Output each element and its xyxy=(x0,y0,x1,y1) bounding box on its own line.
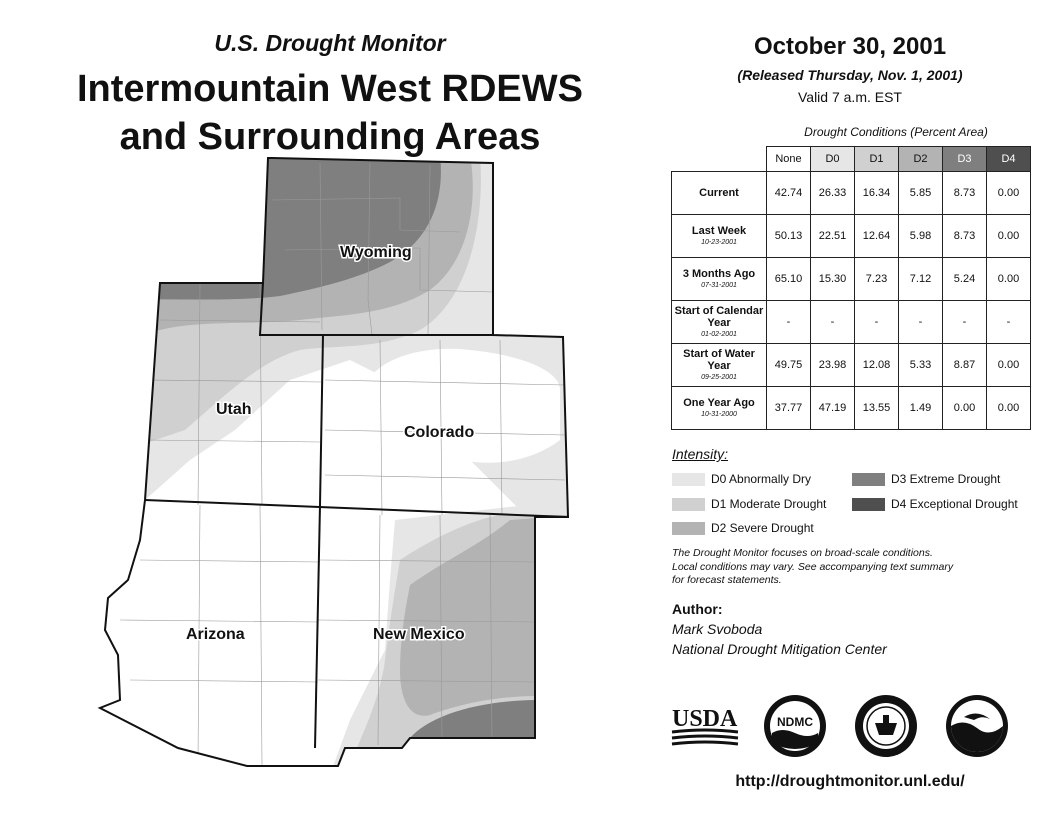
legend-item-d1 xyxy=(672,497,826,511)
table-row xyxy=(672,215,1031,258)
row-label: Current xyxy=(699,186,739,199)
table-cell: 23.98 xyxy=(811,344,855,387)
col-header-d4: D4 xyxy=(987,147,1031,172)
table-cell: 5.24 xyxy=(943,258,987,301)
row-label: One Year Ago xyxy=(683,397,755,410)
table-cell: 7.23 xyxy=(855,258,899,301)
table-cell: 12.64 xyxy=(855,215,899,258)
drought-map xyxy=(95,155,580,775)
table-header-row xyxy=(672,147,1031,172)
table-cell: 22.51 xyxy=(811,215,855,258)
row-header xyxy=(672,215,767,258)
col-header-d2: D2 xyxy=(899,147,943,172)
author-name: Mark Svoboda xyxy=(672,621,763,637)
table-cell: 0.00 xyxy=(987,215,1031,258)
row-date: 10-31-2000 xyxy=(701,410,737,418)
table-cell: - xyxy=(899,301,943,344)
table-cell: 12.08 xyxy=(855,344,899,387)
table-cell: 7.12 xyxy=(899,258,943,301)
row-header xyxy=(672,172,767,215)
table-cell: 1.49 xyxy=(899,387,943,430)
table-corner xyxy=(672,147,767,172)
legend-label-d4: D4 Exceptional Drought xyxy=(891,497,1018,511)
table-cell: 0.00 xyxy=(987,172,1031,215)
svg-text:NDMC: NDMC xyxy=(777,715,813,729)
table-cell: 42.74 xyxy=(767,172,811,215)
row-date: 09-25-2001 xyxy=(701,374,737,382)
legend-label-d2: D2 Severe Drought xyxy=(711,521,814,535)
usda-logo xyxy=(670,700,740,750)
table-cell: 50.13 xyxy=(767,215,811,258)
legend-label-d3: D3 Extreme Drought xyxy=(891,472,1001,486)
row-date: 01-02-2001 xyxy=(701,331,737,339)
col-header-d0: D0 xyxy=(811,147,855,172)
table-cell: 0.00 xyxy=(987,344,1031,387)
legend-item-d0 xyxy=(672,472,811,486)
state-label-utah: Utah xyxy=(216,401,252,418)
map-title-line2: and Surrounding Areas xyxy=(119,116,541,158)
col-header-d1: D1 xyxy=(855,147,899,172)
table-row xyxy=(672,258,1031,301)
table-row xyxy=(672,344,1031,387)
legend-label-d1: D1 Moderate Drought xyxy=(711,497,827,511)
table-row xyxy=(672,301,1031,344)
legend-swatch-d4 xyxy=(852,498,885,511)
legend-item-d2 xyxy=(672,521,814,535)
noaa-logo xyxy=(944,693,1010,759)
svg-text:NOAA: NOAA xyxy=(966,702,988,709)
table-cell: 37.77 xyxy=(767,387,811,430)
row-label: Start of Water Year xyxy=(683,347,755,373)
legend-swatch-d2 xyxy=(672,522,705,535)
state-label-arizona: Arizona xyxy=(186,626,245,643)
legend-item-d4 xyxy=(852,497,1018,511)
table-cell: 49.75 xyxy=(767,344,811,387)
map-date: October 30, 2001 xyxy=(753,33,947,60)
state-label-new-mexico: New Mexico xyxy=(373,626,465,643)
row-label: 3 Months Ago xyxy=(682,268,756,281)
disclaimer-line1: The Drought Monitor focuses on broad-scale conditions. xyxy=(672,547,933,559)
row-header xyxy=(672,344,767,387)
table-cell: - xyxy=(855,301,899,344)
author-org: National Drought Mitigation Center xyxy=(672,641,887,657)
table-cell: 5.85 xyxy=(899,172,943,215)
table-row xyxy=(672,172,1031,215)
disclaimer xyxy=(672,547,1032,588)
legend-swatch-d1 xyxy=(672,498,705,511)
table-cell: 26.33 xyxy=(811,172,855,215)
disclaimer-line3: for forecast statements. xyxy=(672,574,782,587)
svg-text:USDA: USDA xyxy=(672,706,738,732)
table-cell: 16.34 xyxy=(855,172,899,215)
valid-time: Valid 7 a.m. EST xyxy=(797,89,902,105)
row-header xyxy=(672,301,767,344)
table-cell: - xyxy=(943,301,987,344)
drought-conditions-table xyxy=(671,146,1031,430)
map-title-line1: Intermountain West RDEWS xyxy=(77,68,583,110)
table-cell: 0.00 xyxy=(987,258,1031,301)
table-cell: 15.30 xyxy=(811,258,855,301)
table-cell: 8.73 xyxy=(943,215,987,258)
table-cell: 5.98 xyxy=(899,215,943,258)
table-cell: - xyxy=(767,301,811,344)
table-cell: 13.55 xyxy=(855,387,899,430)
release-date: (Released Thursday, Nov. 1, 2001) xyxy=(737,67,963,83)
col-header-d3: D3 xyxy=(943,147,987,172)
row-header xyxy=(672,387,767,430)
subtitle: U.S. Drought Monitor xyxy=(214,30,446,56)
row-header xyxy=(672,258,767,301)
legend-swatch-d0 xyxy=(672,473,705,486)
table-cell: 65.10 xyxy=(767,258,811,301)
ndmc-logo xyxy=(762,693,828,759)
row-date: 07-31-2001 xyxy=(701,281,737,289)
legend-swatch-d3 xyxy=(852,473,885,486)
legend-item-d3 xyxy=(852,472,1000,486)
table-row xyxy=(672,387,1031,430)
row-label: Start of Calendar Year xyxy=(674,304,764,330)
row-label: Last Week xyxy=(691,225,747,238)
table-cell: 47.19 xyxy=(811,387,855,430)
table-cell: 0.00 xyxy=(943,387,987,430)
disclaimer-line2: Local conditions may vary. See accompanying text summary xyxy=(672,560,954,573)
table-cell: - xyxy=(987,301,1031,344)
commerce-seal-icon xyxy=(853,693,919,759)
col-header-none: None xyxy=(767,147,811,172)
legend-label-d0: D0 Abnormally Dry xyxy=(711,472,812,486)
table-cell: 8.87 xyxy=(943,344,987,387)
state-label-colorado: Colorado xyxy=(404,424,475,441)
legend-title: Intensity: xyxy=(672,446,729,462)
author-label: Author: xyxy=(672,601,723,617)
table-cell: - xyxy=(811,301,855,344)
row-date: 10-23-2001 xyxy=(701,238,737,246)
table-cell: 0.00 xyxy=(987,387,1031,430)
monitor-url[interactable]: http://droughtmonitor.unl.edu/ xyxy=(735,773,965,790)
state-label-wyoming: Wyoming xyxy=(340,244,412,261)
table-caption: Drought Conditions (Percent Area) xyxy=(804,125,988,139)
table-cell: 5.33 xyxy=(899,344,943,387)
table-cell: 8.73 xyxy=(943,172,987,215)
